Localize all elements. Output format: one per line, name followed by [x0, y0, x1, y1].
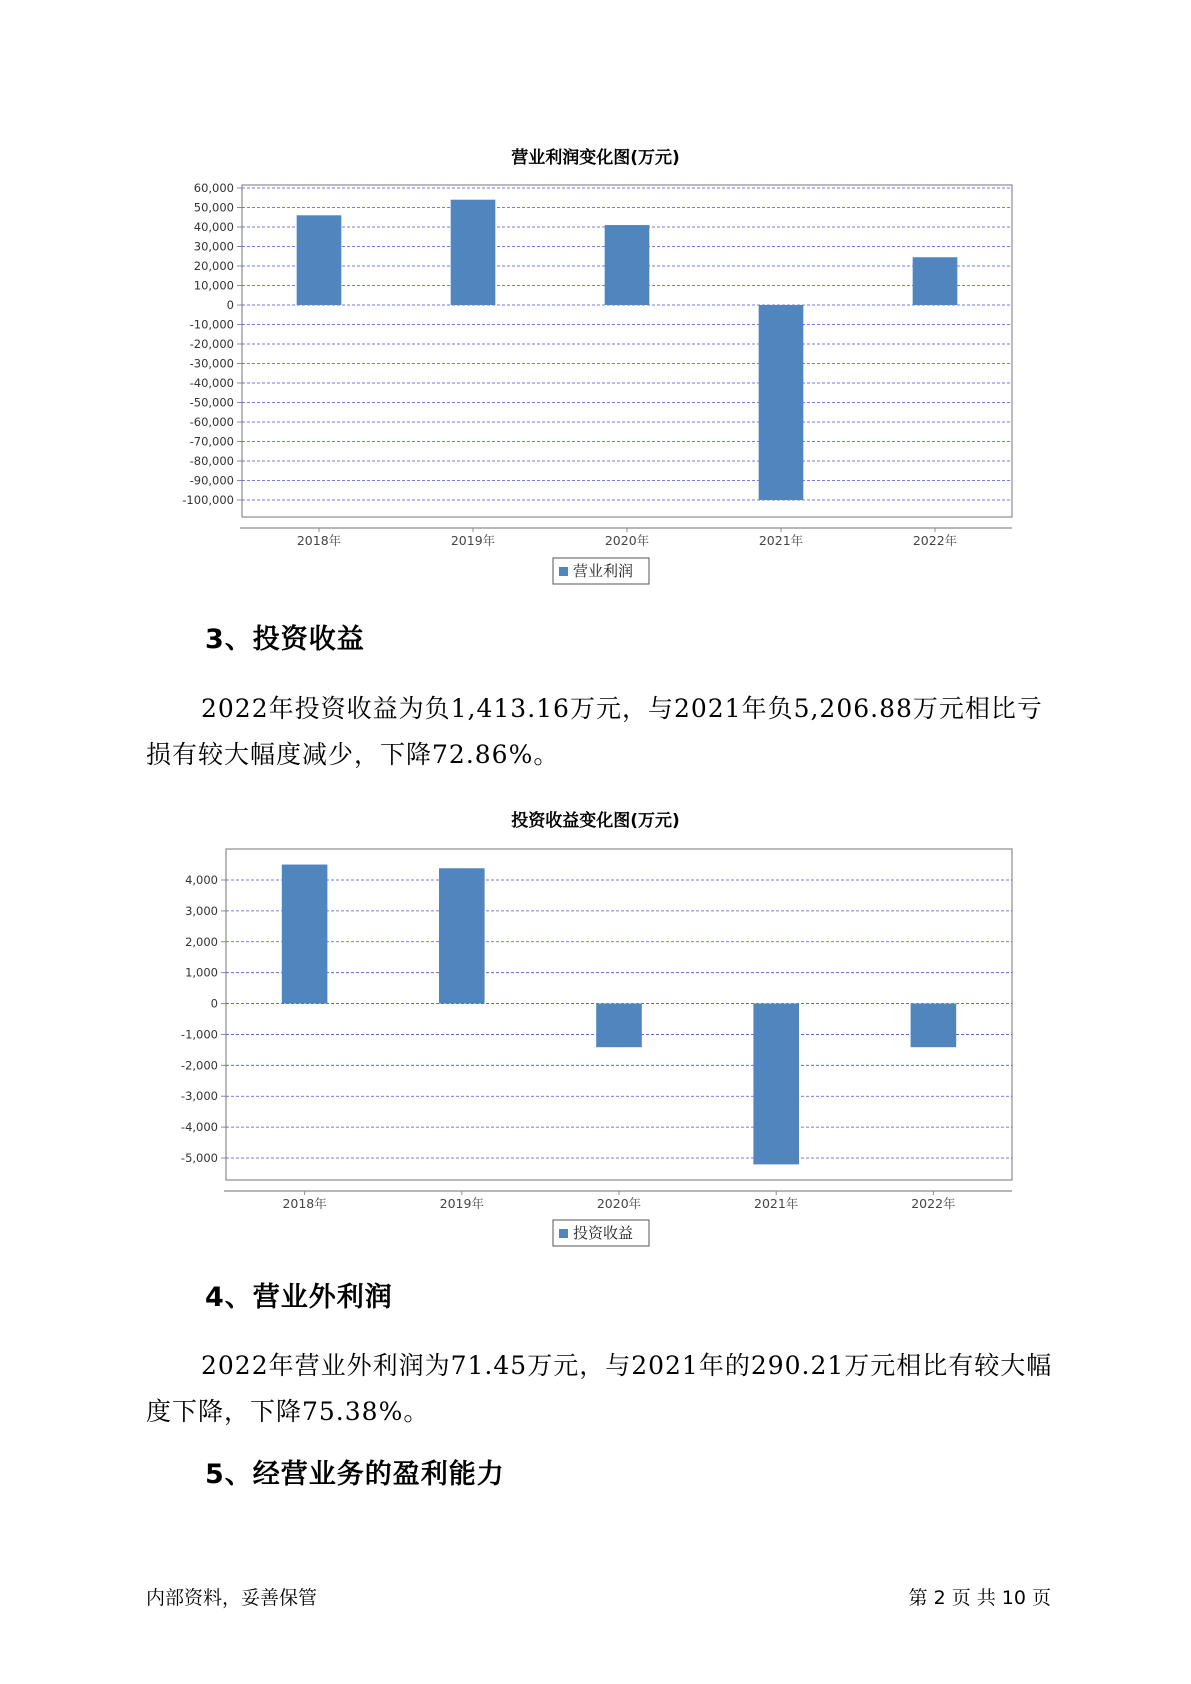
x-tick-label: 2021年: [758, 533, 804, 548]
y-tick-label: 30,000: [193, 239, 234, 254]
footer-page-number: 第 2 页 共 10 页: [908, 1587, 1051, 1609]
y-tick-label: 60,000: [193, 181, 234, 195]
investment-income-chart: [0, 832, 1191, 1252]
y-tick-label: 3,000: [185, 903, 218, 918]
y-tick-label: -4,000: [180, 1120, 218, 1135]
section-3-heading: 3、投资收益: [205, 624, 365, 655]
bar: [596, 1004, 642, 1048]
bar: [605, 225, 650, 305]
chart-2-title: 投资收益变化图(万元): [511, 811, 680, 831]
x-tick-label: 2018年: [296, 533, 342, 548]
legend: [553, 558, 649, 584]
legend-label: 营业利润: [573, 562, 634, 580]
bar: [759, 305, 804, 500]
y-tick-label: -100,000: [182, 493, 234, 507]
bar: [913, 257, 958, 305]
chart-1-title: 营业利润变化图(万元): [511, 148, 680, 168]
legend: [553, 1220, 649, 1246]
x-tick-label: 2021年: [754, 1196, 799, 1211]
y-tick-label: 10,000: [193, 278, 234, 293]
y-tick-label: 0: [226, 298, 234, 312]
x-tick-label: 2019年: [439, 1196, 484, 1211]
x-tick-label: 2018年: [282, 1196, 327, 1211]
y-tick-label: 40,000: [193, 220, 234, 234]
footer-confidential-note: 内部资料，妥善保管: [146, 1587, 318, 1609]
section-3-paragraph: 2022年投资收益为负1,413.16万元，与2021年负5,206.88万元相比亏损有较大幅度减少，下降72.86%。: [146, 694, 1043, 769]
bar: [451, 200, 496, 305]
y-tick-label: -40,000: [189, 376, 234, 390]
bar: [439, 868, 485, 1003]
y-tick-label: 2,000: [185, 934, 218, 949]
section-4-heading: 4、营业外利润: [205, 1282, 393, 1313]
y-tick-label: -60,000: [189, 415, 234, 429]
y-tick-label: -3,000: [180, 1089, 218, 1104]
y-tick-label: -5,000: [180, 1151, 218, 1165]
legend-swatch: [559, 1229, 568, 1238]
y-tick-label: -90,000: [189, 473, 234, 488]
y-tick-label: 4,000: [185, 873, 218, 887]
y-tick-label: -2,000: [180, 1058, 218, 1073]
y-tick-label: 20,000: [193, 259, 234, 273]
y-tick-label: 0: [210, 996, 218, 1011]
operating-profit-chart: [0, 170, 1191, 590]
section-5-heading: 5、经营业务的盈利能力: [205, 1459, 505, 1490]
y-tick-label: -10,000: [189, 317, 234, 332]
y-tick-label: -50,000: [189, 395, 234, 410]
x-tick-label: 2020年: [596, 1196, 642, 1211]
bar: [282, 865, 328, 1004]
legend-label: 投资收益: [573, 1224, 634, 1242]
bar: [753, 1004, 799, 1165]
y-tick-label: 50,000: [193, 200, 234, 215]
y-tick-label: -70,000: [189, 434, 234, 449]
bar: [911, 1004, 957, 1048]
legend-swatch: [559, 567, 568, 576]
x-tick-label: 2019年: [450, 533, 496, 548]
x-tick-label: 2022年: [912, 533, 958, 548]
y-tick-label: -1,000: [180, 1027, 218, 1042]
y-tick-label: -20,000: [189, 337, 234, 351]
section-4-paragraph: 2022年营业外利润为71.45万元，与2021年的290.21万元相比有较大幅度下降，下降75.38%。: [146, 1351, 1053, 1426]
y-tick-label: -80,000: [189, 454, 234, 468]
x-tick-label: 2022年: [911, 1196, 956, 1211]
y-tick-label: -30,000: [189, 356, 234, 371]
x-tick-label: 2020年: [604, 533, 650, 548]
y-tick-label: 1,000: [185, 965, 218, 980]
bar: [297, 215, 342, 305]
